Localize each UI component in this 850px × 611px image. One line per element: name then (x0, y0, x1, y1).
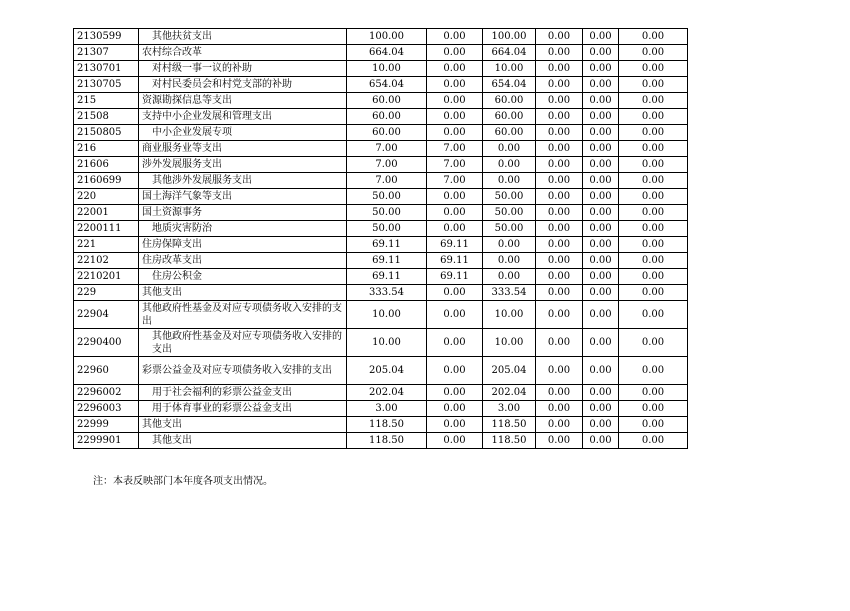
amount-cell: 0.00 (483, 269, 536, 285)
amount-cell: 118.50 (483, 433, 536, 449)
amount-cell: 0.00 (427, 109, 483, 125)
amount-cell: 60.00 (483, 109, 536, 125)
subject-code-cell: 2210201 (74, 269, 139, 285)
amount-cell: 0.00 (619, 221, 688, 237)
amount-cell: 10.00 (483, 329, 536, 357)
subject-code-cell: 2130599 (74, 29, 139, 45)
amount-cell: 0.00 (583, 45, 619, 61)
amount-cell: 0.00 (583, 385, 619, 401)
amount-cell: 0.00 (536, 385, 583, 401)
amount-cell: 0.00 (536, 285, 583, 301)
amount-cell: 0.00 (536, 157, 583, 173)
subject-code-cell: 221 (74, 237, 139, 253)
subject-code-cell: 22904 (74, 301, 139, 329)
table-row (74, 401, 688, 417)
amount-cell: 0.00 (619, 205, 688, 221)
subject-name-cell (139, 401, 347, 417)
amount-cell: 0.00 (536, 125, 583, 141)
amount-cell: 0.00 (619, 109, 688, 125)
expenditure-table (73, 28, 688, 449)
amount-cell: 0.00 (583, 357, 619, 385)
amount-cell: 3.00 (347, 401, 427, 417)
amount-cell: 0.00 (427, 189, 483, 205)
subject-name-cell (139, 93, 347, 109)
amount-cell: 0.00 (619, 357, 688, 385)
amount-cell: 118.50 (347, 417, 427, 433)
table-row (74, 205, 688, 221)
subject-name-cell (139, 77, 347, 93)
subject-code-cell: 22001 (74, 205, 139, 221)
subject-name-text: 住房改革支出 (142, 255, 202, 266)
subject-name-cell (139, 125, 347, 141)
amount-cell: 0.00 (427, 125, 483, 141)
amount-cell: 0.00 (483, 157, 536, 173)
amount-cell: 0.00 (427, 385, 483, 401)
subject-name-cell (139, 141, 347, 157)
amount-cell: 0.00 (583, 173, 619, 189)
amount-cell: 0.00 (427, 93, 483, 109)
amount-cell: 10.00 (347, 301, 427, 329)
amount-cell: 205.04 (483, 357, 536, 385)
amount-cell: 0.00 (427, 29, 483, 45)
amount-cell: 100.00 (483, 29, 536, 45)
subject-name-text: 其他扶贫支出 (152, 31, 212, 42)
amount-cell: 0.00 (619, 269, 688, 285)
subject-code-cell: 22102 (74, 253, 139, 269)
amount-cell: 0.00 (483, 253, 536, 269)
amount-cell: 0.00 (427, 77, 483, 93)
amount-cell: 0.00 (583, 401, 619, 417)
amount-cell: 69.11 (347, 269, 427, 285)
table-row (74, 141, 688, 157)
subject-name-text: 用于社会福利的彩票公益金支出 (152, 387, 292, 398)
amount-cell: 0.00 (536, 173, 583, 189)
amount-cell: 69.11 (347, 253, 427, 269)
amount-cell: 0.00 (536, 237, 583, 253)
amount-cell: 0.00 (619, 125, 688, 141)
amount-cell: 0.00 (619, 93, 688, 109)
table-row (74, 285, 688, 301)
amount-cell: 664.04 (483, 45, 536, 61)
table-row (74, 417, 688, 433)
amount-cell: 0.00 (583, 109, 619, 125)
amount-cell: 0.00 (619, 189, 688, 205)
table-row (74, 237, 688, 253)
amount-cell: 0.00 (536, 45, 583, 61)
amount-cell: 60.00 (347, 125, 427, 141)
amount-cell: 0.00 (427, 357, 483, 385)
amount-cell: 0.00 (583, 433, 619, 449)
amount-cell: 0.00 (583, 253, 619, 269)
amount-cell: 0.00 (483, 173, 536, 189)
amount-cell: 0.00 (536, 253, 583, 269)
amount-cell: 100.00 (347, 29, 427, 45)
amount-cell: 0.00 (427, 285, 483, 301)
amount-cell: 0.00 (619, 45, 688, 61)
subject-name-cell (139, 109, 347, 125)
amount-cell: 69.11 (427, 237, 483, 253)
amount-cell: 0.00 (619, 157, 688, 173)
subject-name-text: 中小企业发展专项 (152, 127, 232, 138)
subject-name-text: 住房保障支出 (142, 239, 202, 250)
table-row (74, 329, 688, 357)
amount-cell: 0.00 (583, 141, 619, 157)
table-row (74, 301, 688, 329)
amount-cell: 50.00 (347, 221, 427, 237)
amount-cell: 0.00 (583, 301, 619, 329)
amount-cell: 0.00 (619, 401, 688, 417)
amount-cell: 69.11 (427, 269, 483, 285)
subject-code-cell: 22999 (74, 417, 139, 433)
amount-cell: 0.00 (427, 45, 483, 61)
amount-cell: 654.04 (483, 77, 536, 93)
table-row (74, 157, 688, 173)
amount-cell: 0.00 (583, 237, 619, 253)
amount-cell: 50.00 (347, 189, 427, 205)
amount-cell: 60.00 (483, 125, 536, 141)
table-row (74, 357, 688, 385)
subject-name-text: 涉外发展服务支出 (142, 159, 222, 170)
subject-name-text: 国土资源事务 (142, 207, 202, 218)
table-note: 注：本表反映部门本年度各项支出情况。 (93, 476, 273, 487)
amount-cell: 205.04 (347, 357, 427, 385)
subject-name-text: 对村民委员会和村党支部的补助 (152, 79, 292, 90)
subject-name-cell (139, 301, 347, 329)
subject-name-text: 住房公积金 (152, 271, 202, 282)
amount-cell: 0.00 (619, 385, 688, 401)
amount-cell: 0.00 (536, 189, 583, 205)
subject-code-cell: 2150805 (74, 125, 139, 141)
subject-name-text: 其他支出 (142, 287, 182, 298)
amount-cell: 0.00 (583, 205, 619, 221)
subject-name-text: 商业服务业等支出 (142, 143, 222, 154)
subject-name-cell (139, 221, 347, 237)
subject-name-cell (139, 329, 347, 357)
amount-cell: 0.00 (427, 417, 483, 433)
amount-cell: 0.00 (536, 269, 583, 285)
table-row (74, 61, 688, 77)
amount-cell: 3.00 (483, 401, 536, 417)
subject-name-text: 农村综合改革 (142, 47, 202, 58)
amount-cell: 0.00 (619, 285, 688, 301)
amount-cell: 0.00 (583, 93, 619, 109)
amount-cell: 0.00 (483, 141, 536, 157)
amount-cell: 333.54 (483, 285, 536, 301)
amount-cell: 7.00 (347, 173, 427, 189)
subject-name-cell (139, 417, 347, 433)
amount-cell: 0.00 (536, 77, 583, 93)
amount-cell: 0.00 (536, 357, 583, 385)
amount-cell: 0.00 (483, 237, 536, 253)
amount-cell: 0.00 (536, 141, 583, 157)
table-row (74, 29, 688, 45)
amount-cell: 333.54 (347, 285, 427, 301)
table-row (74, 173, 688, 189)
amount-cell: 0.00 (536, 205, 583, 221)
table-row (74, 45, 688, 61)
subject-name-text: 对村级一事一议的补助 (152, 63, 252, 74)
amount-cell: 0.00 (427, 301, 483, 329)
subject-name-cell (139, 357, 347, 385)
subject-name-cell (139, 45, 347, 61)
subject-code-cell: 21606 (74, 157, 139, 173)
subject-name-cell (139, 189, 347, 205)
subject-name-text: 支持中小企业发展和管理支出 (142, 111, 272, 122)
table-row (74, 385, 688, 401)
subject-code-cell: 216 (74, 141, 139, 157)
amount-cell: 0.00 (536, 29, 583, 45)
amount-cell: 60.00 (347, 109, 427, 125)
amount-cell: 0.00 (427, 61, 483, 77)
amount-cell: 0.00 (619, 237, 688, 253)
subject-code-cell: 2130701 (74, 61, 139, 77)
amount-cell: 7.00 (427, 141, 483, 157)
amount-cell: 50.00 (347, 205, 427, 221)
amount-cell: 0.00 (427, 433, 483, 449)
amount-cell: 202.04 (347, 385, 427, 401)
amount-cell: 50.00 (483, 205, 536, 221)
amount-cell: 0.00 (427, 221, 483, 237)
subject-name-text: 其他涉外发展服务支出 (152, 175, 252, 186)
table-row (74, 253, 688, 269)
amount-cell: 0.00 (583, 157, 619, 173)
amount-cell: 10.00 (347, 329, 427, 357)
amount-cell: 50.00 (483, 221, 536, 237)
subject-name-text: 其他支出 (152, 435, 192, 446)
amount-cell: 7.00 (347, 141, 427, 157)
amount-cell: 7.00 (427, 157, 483, 173)
subject-code-cell: 2290400 (74, 329, 139, 357)
table-body (74, 29, 688, 449)
amount-cell: 10.00 (483, 61, 536, 77)
subject-name-cell (139, 205, 347, 221)
amount-cell: 0.00 (619, 61, 688, 77)
subject-name-cell (139, 433, 347, 449)
amount-cell: 0.00 (619, 77, 688, 93)
subject-code-cell: 21508 (74, 109, 139, 125)
amount-cell: 654.04 (347, 77, 427, 93)
amount-cell: 50.00 (483, 189, 536, 205)
subject-name-cell (139, 253, 347, 269)
amount-cell: 0.00 (619, 433, 688, 449)
subject-name-cell (139, 269, 347, 285)
amount-cell: 69.11 (347, 237, 427, 253)
subject-name-cell (139, 237, 347, 253)
table-row (74, 109, 688, 125)
amount-cell: 0.00 (583, 77, 619, 93)
subject-name-text: 资源勘探信息等支出 (142, 95, 232, 106)
subject-code-cell: 2160699 (74, 173, 139, 189)
amount-cell: 0.00 (583, 189, 619, 205)
subject-name-cell (139, 157, 347, 173)
amount-cell: 0.00 (536, 417, 583, 433)
amount-cell: 0.00 (619, 253, 688, 269)
subject-name-text: 地质灾害防治 (152, 223, 212, 234)
amount-cell: 0.00 (583, 61, 619, 77)
table-row (74, 269, 688, 285)
subject-code-cell: 229 (74, 285, 139, 301)
amount-cell: 0.00 (536, 93, 583, 109)
amount-cell: 118.50 (347, 433, 427, 449)
amount-cell: 0.00 (427, 329, 483, 357)
table-row (74, 189, 688, 205)
subject-name-text: 彩票公益金及对应专项债务收入安排的支出 (142, 365, 332, 376)
subject-name-cell (139, 385, 347, 401)
amount-cell: 60.00 (483, 93, 536, 109)
subject-name-cell (139, 173, 347, 189)
subject-name-text: 国土海洋气象等支出 (142, 191, 232, 202)
subject-code-cell: 2296002 (74, 385, 139, 401)
subject-code-cell: 22960 (74, 357, 139, 385)
amount-cell: 0.00 (619, 29, 688, 45)
amount-cell: 0.00 (619, 301, 688, 329)
subject-code-cell: 2296003 (74, 401, 139, 417)
subject-name-cell (139, 29, 347, 45)
table-row (74, 93, 688, 109)
amount-cell: 0.00 (583, 29, 619, 45)
amount-cell: 0.00 (583, 125, 619, 141)
subject-code-cell: 220 (74, 189, 139, 205)
amount-cell: 0.00 (536, 329, 583, 357)
amount-cell: 0.00 (583, 417, 619, 433)
amount-cell: 0.00 (619, 173, 688, 189)
amount-cell: 0.00 (427, 401, 483, 417)
subject-code-cell: 2299901 (74, 433, 139, 449)
amount-cell: 0.00 (536, 401, 583, 417)
amount-cell: 0.00 (619, 417, 688, 433)
amount-cell: 60.00 (347, 93, 427, 109)
amount-cell: 10.00 (483, 301, 536, 329)
amount-cell: 7.00 (427, 173, 483, 189)
subject-code-cell: 2200111 (74, 221, 139, 237)
amount-cell: 0.00 (536, 109, 583, 125)
amount-cell: 0.00 (583, 329, 619, 357)
table-row (74, 125, 688, 141)
amount-cell: 0.00 (427, 205, 483, 221)
subject-name-text: 其他支出 (142, 419, 182, 430)
amount-cell: 118.50 (483, 417, 536, 433)
subject-name-text: 用于体育事业的彩票公益金支出 (152, 403, 292, 414)
amount-cell: 0.00 (536, 221, 583, 237)
amount-cell: 0.00 (536, 433, 583, 449)
amount-cell: 0.00 (619, 141, 688, 157)
subject-name-cell (139, 61, 347, 77)
subject-name-text: 其他政府性基金及对应专项债务收入安排的支出 (152, 330, 342, 355)
amount-cell: 0.00 (619, 329, 688, 357)
amount-cell: 664.04 (347, 45, 427, 61)
subject-code-cell: 215 (74, 93, 139, 109)
table-row (74, 433, 688, 449)
amount-cell: 0.00 (583, 285, 619, 301)
table-row (74, 77, 688, 93)
subject-code-cell: 2130705 (74, 77, 139, 93)
subject-code-cell: 21307 (74, 45, 139, 61)
amount-cell: 0.00 (583, 269, 619, 285)
amount-cell: 202.04 (483, 385, 536, 401)
amount-cell: 0.00 (583, 221, 619, 237)
amount-cell: 10.00 (347, 61, 427, 77)
subject-name-text: 其他政府性基金及对应专项债务收入安排的支出 (142, 302, 342, 327)
subject-name-cell (139, 285, 347, 301)
amount-cell: 7.00 (347, 157, 427, 173)
amount-cell: 0.00 (536, 61, 583, 77)
table-row (74, 221, 688, 237)
amount-cell: 69.11 (427, 253, 483, 269)
amount-cell: 0.00 (536, 301, 583, 329)
